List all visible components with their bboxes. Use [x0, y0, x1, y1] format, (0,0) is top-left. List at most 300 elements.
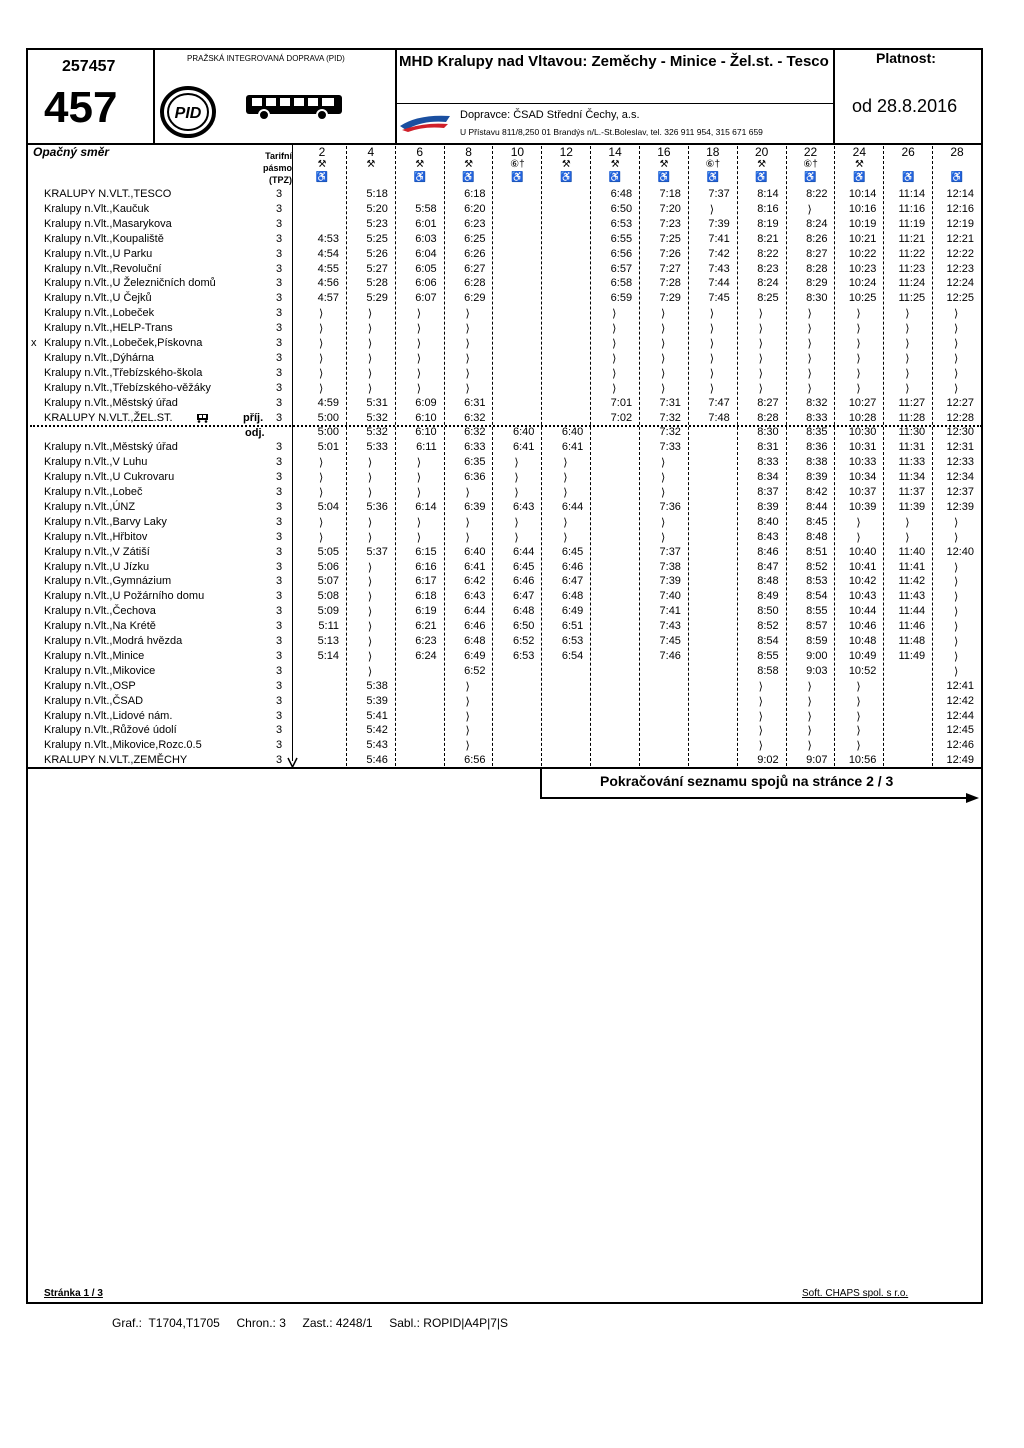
departure-time: 6:32	[464, 426, 486, 439]
departure-time: 6:56	[610, 247, 633, 260]
day-code: ⚒	[854, 159, 864, 170]
departure-time: 8:58	[757, 664, 779, 677]
validity-date	[852, 96, 957, 117]
pass-through-icon: ⟩	[367, 382, 373, 395]
departure-time: 8:16	[757, 202, 779, 215]
pass-through-icon: ⟩	[319, 531, 324, 544]
column-divider	[737, 146, 738, 766]
departure-time: 10:27	[848, 396, 877, 409]
departure-time: 6:31	[464, 396, 486, 409]
page-indicator: Stránka 1 / 3	[44, 1288, 103, 1299]
departure-time: 6:58	[610, 277, 633, 290]
stop-name: Kralupy n.Vlt.,Revoluční	[44, 262, 162, 275]
pass-through-icon: ⟩	[660, 323, 666, 336]
departure-time: 10:49	[848, 649, 877, 662]
pass-through-icon: ⟩	[807, 203, 812, 216]
departure-time: 7:26	[659, 247, 681, 260]
departure-time: 6:14	[415, 500, 437, 513]
tariff-zone: 3	[275, 381, 283, 394]
departure-time: 6:41	[512, 441, 535, 454]
departure-time: 5:32	[366, 426, 388, 439]
tariff-zone: 3	[275, 575, 283, 588]
departure-time: 10:52	[848, 664, 877, 677]
departure-time: 8:38	[806, 456, 828, 469]
tariff-header-1: Tarifní	[265, 151, 292, 161]
tariff-zone: 3	[275, 247, 283, 260]
stop-name: Kralupy n.Vlt.,Modrá hvězda	[44, 635, 183, 647]
departure-time: 6:10	[415, 426, 437, 439]
tariff-header-2: pásmo	[262, 163, 292, 173]
departure-time: 5:05	[317, 545, 339, 558]
pass-through-icon: ⟩	[612, 367, 617, 380]
stop-name: Kralupy n.Vlt.,U Jízku	[44, 560, 150, 573]
departure-time: 6:04	[415, 247, 437, 260]
day-code: ⚒	[561, 159, 571, 170]
wheelchair-icon: ♿	[657, 172, 671, 183]
departure-time: 6:53	[610, 217, 633, 230]
departure-time: 5:00	[317, 426, 339, 439]
pass-through-icon: ⟩	[954, 338, 959, 350]
departure-time: 10:48	[848, 635, 877, 647]
column-divider	[786, 146, 787, 766]
pass-through-icon: ⟩	[660, 352, 666, 365]
train-number: 26	[901, 145, 915, 159]
pass-through-icon: ⟩	[807, 352, 812, 365]
pass-through-icon: ⟩	[856, 680, 861, 693]
pass-through-icon: ⟩	[807, 382, 812, 395]
departure-time: 6:03	[415, 232, 437, 245]
pass-through-icon: ⟩	[563, 457, 568, 470]
column-divider	[590, 146, 591, 766]
departure-time: 8:26	[806, 232, 828, 245]
departure-time: 7:41	[659, 605, 681, 618]
departure-time: 6:39	[464, 500, 486, 513]
train-number: 28	[950, 145, 964, 159]
pass-through-icon: ⟩	[563, 472, 568, 485]
departure-time: 11:27	[898, 396, 926, 409]
day-code: ⑥†	[510, 159, 525, 170]
departure-time: 8:24	[757, 277, 779, 290]
pass-through-icon: ⟩	[954, 591, 959, 604]
pass-through-icon: ⟩	[807, 710, 812, 723]
day-code: ⚒	[317, 159, 327, 170]
departure-time: 12:16	[946, 202, 975, 215]
departure-time: 12:33	[946, 456, 975, 469]
pass-through-icon: ⟩	[416, 457, 421, 470]
departure-time: 10:16	[848, 202, 877, 215]
departure-time: 4:55	[317, 262, 339, 275]
departure-time: 7:20	[659, 202, 681, 215]
departure-time: 11:46	[898, 620, 926, 633]
departure-time: 4:53	[317, 232, 339, 245]
train-number: 22	[803, 145, 818, 159]
pass-through-icon: ⟩	[465, 382, 470, 395]
departure-time: 12:19	[946, 217, 975, 230]
pass-through-icon: ⟩	[416, 382, 421, 395]
day-code: ⚒	[757, 159, 767, 170]
departure-time: 11:25	[898, 292, 926, 305]
pass-through-icon: ⟩	[465, 487, 470, 499]
departure-time: 8:30	[757, 426, 779, 439]
departure-time: 11:23	[898, 262, 926, 275]
departure-time: 6:36	[464, 471, 486, 484]
departure-time: 6:11	[416, 441, 437, 454]
departure-time: 12:40	[946, 545, 975, 558]
pass-through-icon: ⟩	[465, 367, 470, 380]
tariff-zone: 3	[275, 337, 283, 349]
departure-time: 6:51	[561, 620, 584, 633]
pass-through-icon: ⟩	[319, 338, 324, 350]
pass-through-icon: ⟩	[856, 308, 861, 321]
departure-label: odj.	[245, 427, 265, 439]
software-credit: Soft. CHAPS spol. s r.o.	[802, 1288, 909, 1299]
departure-time: 5:09	[317, 605, 339, 618]
departure-time: 6:46	[561, 560, 584, 573]
departure-time: 4:56	[317, 277, 339, 290]
pass-through-icon: ⟩	[367, 621, 373, 634]
departure-time: 6:16	[415, 560, 437, 573]
departure-time: 12:25	[946, 292, 975, 305]
pass-through-icon: ⟩	[416, 352, 421, 365]
tariff-zone: 3	[275, 694, 283, 707]
stop-name: KRALUPY N.VLT.,TESCO	[44, 188, 172, 200]
departure-time: 8:25	[757, 292, 779, 305]
train-number: 18	[706, 145, 720, 159]
departure-time: 6:49	[561, 605, 584, 618]
departure-time: 7:40	[659, 590, 681, 603]
pass-through-icon: ⟩	[709, 323, 715, 336]
departure-time: 6:56	[464, 754, 486, 767]
departure-time: 8:52	[757, 620, 779, 633]
departure-time: 8:40	[757, 515, 779, 528]
tariff-zone: 3	[275, 679, 283, 692]
train-number: 24	[852, 145, 867, 159]
pass-through-icon: ⟩	[856, 695, 861, 708]
departure-time: 7:41	[708, 232, 730, 245]
header-divider-2	[395, 48, 397, 144]
tariff-zone: 3	[275, 188, 283, 200]
tariff-zone: 3	[275, 530, 283, 543]
departure-time: 5:41	[366, 709, 388, 722]
departure-time: 8:59	[806, 635, 828, 647]
pass-through-icon: ⟩	[319, 352, 324, 365]
pass-through-icon: ⟩	[367, 531, 373, 544]
departure-time: 6:20	[464, 202, 486, 215]
tariff-zone: 3	[275, 262, 283, 275]
departure-time: 5:00	[317, 411, 339, 424]
departure-time: 6:07	[415, 292, 437, 305]
departure-time: 7:01	[610, 396, 633, 409]
pass-through-icon: ⟩	[367, 650, 373, 663]
departure-time: 8:27	[806, 247, 828, 260]
direction-label: Opačný směr	[33, 145, 110, 159]
tariff-zone: 3	[275, 739, 283, 752]
pass-through-icon: ⟩	[465, 323, 470, 336]
departure-time: 12:23	[946, 262, 975, 275]
stop-name: Kralupy n.Vlt.,Lidové nám.	[44, 709, 173, 722]
train-number: 12	[559, 145, 573, 159]
tariff-zone: 3	[275, 441, 283, 454]
departure-time: 8:46	[757, 545, 779, 558]
tariff-zone: 3	[275, 471, 283, 484]
wheelchair-icon: ♿	[413, 172, 426, 183]
pass-through-icon: ⟩	[807, 308, 812, 321]
day-code: ⚒	[610, 159, 620, 170]
pass-through-icon: ⟩	[465, 710, 470, 723]
departure-time: 11:33	[898, 456, 926, 469]
train-number: 14	[608, 145, 622, 159]
pass-through-icon: ⟩	[856, 338, 861, 350]
departure-time: 8:33	[757, 456, 779, 469]
departure-time: 6:54	[561, 649, 584, 662]
departure-time: 8:31	[757, 441, 779, 454]
stop-name: Kralupy n.Vlt.,ÚNZ	[44, 500, 136, 513]
wheelchair-icon: ♿	[950, 172, 964, 183]
pass-through-icon: ⟩	[660, 516, 666, 529]
pass-through-icon: ⟩	[856, 323, 861, 336]
pass-through-icon: ⟩	[319, 487, 324, 499]
pass-through-icon: ⟩	[465, 740, 470, 753]
departure-time: 7:47	[708, 396, 730, 409]
stop-name: Kralupy n.Vlt.,Kaučuk	[44, 202, 150, 215]
wheelchair-icon: ♿	[755, 172, 768, 183]
departure-time: 8:30	[806, 292, 828, 305]
departure-time: 5:07	[317, 575, 339, 588]
pass-through-icon: ⟩	[465, 725, 470, 738]
pass-through-icon: ⟩	[758, 308, 763, 321]
pass-through-icon: ⟩	[954, 308, 959, 321]
departure-time: 6:23	[464, 217, 486, 230]
departure-time: 5:42	[366, 724, 388, 737]
departure-time: 12:22	[946, 247, 975, 260]
departure-time: 6:59	[610, 292, 633, 305]
departure-time: 8:27	[757, 396, 779, 409]
document-metadata: Graf.: T1704,T1705 Chron.: 3 Zast.: 4248/1 Sabl.: ROPID|A4P|7|S	[112, 1316, 508, 1330]
departure-time: 9:02	[757, 754, 779, 767]
stop-name: Kralupy n.Vlt.,HELP-Trans	[44, 322, 173, 335]
wheelchair-icon: ♿	[560, 172, 573, 183]
pass-through-icon: ⟩	[905, 338, 910, 350]
departure-time: 7:31	[659, 396, 681, 409]
stop-name: Kralupy n.Vlt.,Růžové údolí	[44, 724, 177, 737]
pass-through-icon: ⟩	[807, 367, 812, 380]
departure-time: 6:44	[512, 545, 535, 558]
departure-time: 10:46	[848, 620, 877, 633]
pass-through-icon: ⟩	[954, 516, 959, 529]
continuation-note: Pokračování seznamu spojů na stránce 2 / 3	[600, 773, 894, 789]
departure-time: 8:44	[806, 500, 828, 513]
departure-time: 7:37	[708, 188, 730, 200]
departure-time: 7:32	[659, 411, 681, 424]
departure-time: 12:46	[946, 739, 975, 752]
pass-through-icon: ⟩	[954, 606, 959, 619]
pass-through-icon: ⟩	[319, 457, 324, 470]
pass-through-icon: ⟩	[758, 382, 763, 395]
stop-name: Kralupy n.Vlt.,Třebízského-škola	[44, 366, 203, 379]
pass-through-icon: ⟩	[758, 725, 763, 738]
pass-through-icon: ⟩	[807, 695, 812, 708]
pass-through-icon: ⟩	[416, 323, 421, 336]
continuation-arrow-icon	[966, 792, 980, 804]
departure-time: 5:01	[317, 441, 339, 454]
departure-time: 6:48	[512, 605, 535, 618]
wheelchair-icon: ♿	[706, 172, 720, 183]
pass-through-icon: ⟩	[319, 367, 324, 380]
stop-name: Kralupy n.Vlt.,Minice	[44, 649, 145, 662]
departure-time: 12:39	[946, 500, 975, 513]
departure-time: 11:42	[898, 575, 926, 588]
stop-name: Kralupy n.Vlt.,OSP	[44, 679, 136, 692]
stop-name: Kralupy n.Vlt.,Hřbitov	[44, 530, 148, 543]
pass-through-icon: ⟩	[465, 516, 470, 529]
stop-name: Kralupy n.Vlt.,U Parku	[44, 247, 153, 260]
departure-time: 8:52	[806, 560, 828, 573]
departure-time: 6:33	[464, 441, 486, 454]
tariff-zone: 3	[275, 217, 283, 230]
pass-through-icon: ⟩	[954, 561, 959, 574]
pass-through-icon: ⟩	[758, 695, 763, 708]
pass-through-icon: ⟩	[514, 457, 519, 470]
departure-time: 9:00	[806, 649, 828, 662]
departure-time: 12:34	[946, 471, 975, 484]
departure-time: 5:04	[317, 500, 339, 513]
stop-name: Kralupy n.Vlt.,V Luhu	[44, 456, 148, 469]
departure-time: 10:24	[848, 277, 877, 290]
pass-through-icon: ⟩	[660, 531, 666, 544]
operator-address: U Přístavu 811/8,250 01 Brandýs n/L.-St.Boleslav, tel. 326 911 954, 315 671 659	[460, 127, 763, 137]
pass-through-icon: ⟩	[856, 531, 861, 544]
departure-time: 5:06	[317, 560, 339, 573]
departure-time: 11:43	[898, 590, 926, 603]
pass-through-icon: ⟩	[612, 338, 617, 350]
tariff-zone: 3	[275, 605, 283, 618]
stop-name: Kralupy n.Vlt.,Dýhárna	[44, 351, 155, 364]
departure-time: 8:33	[806, 411, 828, 424]
train-station-icon	[196, 413, 209, 423]
pass-through-icon: ⟩	[905, 531, 910, 544]
departure-time: 12:27	[946, 396, 975, 409]
departure-time: 8:39	[806, 471, 828, 484]
pass-through-icon: ⟩	[367, 487, 373, 499]
departure-time: 10:21	[848, 232, 877, 245]
train-number: 20	[754, 145, 769, 159]
pass-through-icon: ⟩	[319, 308, 324, 321]
departure-time: 5:38	[366, 679, 388, 692]
departure-time: 4:54	[317, 247, 339, 260]
departure-time: 12:41	[946, 679, 975, 692]
pass-through-icon: ⟩	[954, 367, 959, 380]
departure-time: 7:27	[659, 262, 681, 275]
stop-name: Kralupy n.Vlt.,Městský úřad	[44, 441, 178, 454]
departure-time: 6:18	[415, 590, 437, 603]
departure-time: 7:29	[659, 292, 681, 305]
departure-time: 10:56	[848, 754, 877, 767]
departure-time: 8:14	[757, 188, 779, 200]
departure-time: 7:18	[659, 188, 681, 200]
stop-name: KRALUPY N.VLT.,ŽEL.ST.	[44, 411, 173, 424]
stop-name: Kralupy n.Vlt.,Barvy Laky	[44, 515, 167, 528]
departure-time: 11:22	[898, 247, 926, 260]
continuation-box-bottom	[540, 797, 972, 799]
pass-through-icon: ⟩	[367, 308, 373, 321]
tariff-zone: 3	[275, 486, 283, 498]
departure-time: 10:43	[848, 590, 877, 603]
departure-time: 12:42	[946, 694, 975, 707]
departure-time: 5:08	[317, 590, 339, 603]
pass-through-icon: ⟩	[367, 665, 373, 678]
pass-through-icon: ⟩	[954, 621, 959, 634]
departure-time: 7:02	[610, 411, 633, 424]
stop-name: Kralupy n.Vlt.,Lobeček,Pískovna	[44, 337, 203, 349]
departure-time: 6:09	[415, 396, 437, 409]
pass-through-icon: ⟩	[954, 352, 959, 365]
departure-time: 5:25	[366, 232, 388, 245]
departure-time: 11:16	[898, 202, 926, 215]
departure-time: 5:37	[366, 545, 388, 558]
departure-time: 6:55	[610, 232, 633, 245]
departure-time: 10:22	[848, 247, 877, 260]
pass-through-icon: ⟩	[367, 323, 373, 336]
pass-through-icon: ⟩	[612, 382, 617, 395]
tariff-zone: 3	[275, 590, 283, 603]
tariff-zone: 3	[275, 724, 283, 737]
departure-time: 11:19	[898, 217, 926, 230]
departure-time: 12:31	[946, 441, 975, 454]
departure-time: 10:31	[848, 441, 877, 454]
pass-through-icon: ⟩	[807, 680, 812, 693]
day-code: ⚒	[366, 159, 376, 170]
departure-time: 11:28	[898, 411, 926, 424]
train-number: 10	[510, 145, 525, 159]
validity-date-text: od 28.8.2016	[852, 96, 958, 116]
departure-time: 6:19	[415, 605, 437, 618]
departure-time: 8:35	[806, 426, 828, 439]
departure-time: 10:37	[848, 486, 877, 498]
tariff-zone: 3	[275, 232, 283, 245]
pass-through-icon: ⟩	[367, 636, 373, 648]
departure-time: 11:40	[898, 545, 926, 558]
stop-name: Kralupy n.Vlt.,U Cukrovaru	[44, 471, 175, 484]
departure-time: 5:20	[366, 202, 388, 215]
departure-time: 8:51	[806, 545, 828, 558]
departure-time: 7:48	[708, 411, 730, 424]
pass-through-icon: ⟩	[465, 338, 470, 350]
stop-mark: x	[31, 337, 37, 349]
pass-through-icon: ⟩	[367, 472, 373, 485]
departure-time: 6:10	[415, 411, 437, 424]
pass-through-icon: ⟩	[660, 487, 666, 499]
column-divider	[444, 146, 445, 766]
stop-name: Kralupy n.Vlt.,U Čejků	[44, 292, 152, 305]
departure-time: 6:44	[561, 500, 584, 513]
pass-through-icon: ⟩	[758, 680, 763, 693]
departure-time: 11:48	[898, 635, 926, 647]
departure-time: 11:39	[898, 500, 926, 513]
pass-through-icon: ⟩	[416, 338, 421, 350]
pass-through-icon: ⟩	[367, 457, 373, 470]
wheelchair-icon: ♿	[901, 172, 915, 183]
pass-through-icon: ⟩	[416, 516, 421, 529]
pass-through-icon: ⟩	[856, 352, 861, 365]
departure-time: 5:28	[366, 277, 388, 290]
departure-time: 6:57	[610, 262, 633, 275]
departure-time: 6:53	[512, 649, 535, 662]
departure-time: 8:24	[806, 217, 828, 230]
tariff-zone: 3	[275, 456, 283, 469]
pass-through-icon: ⟩	[416, 472, 421, 485]
departure-time: 7:43	[708, 262, 730, 275]
pass-through-icon: ⟩	[758, 367, 763, 380]
